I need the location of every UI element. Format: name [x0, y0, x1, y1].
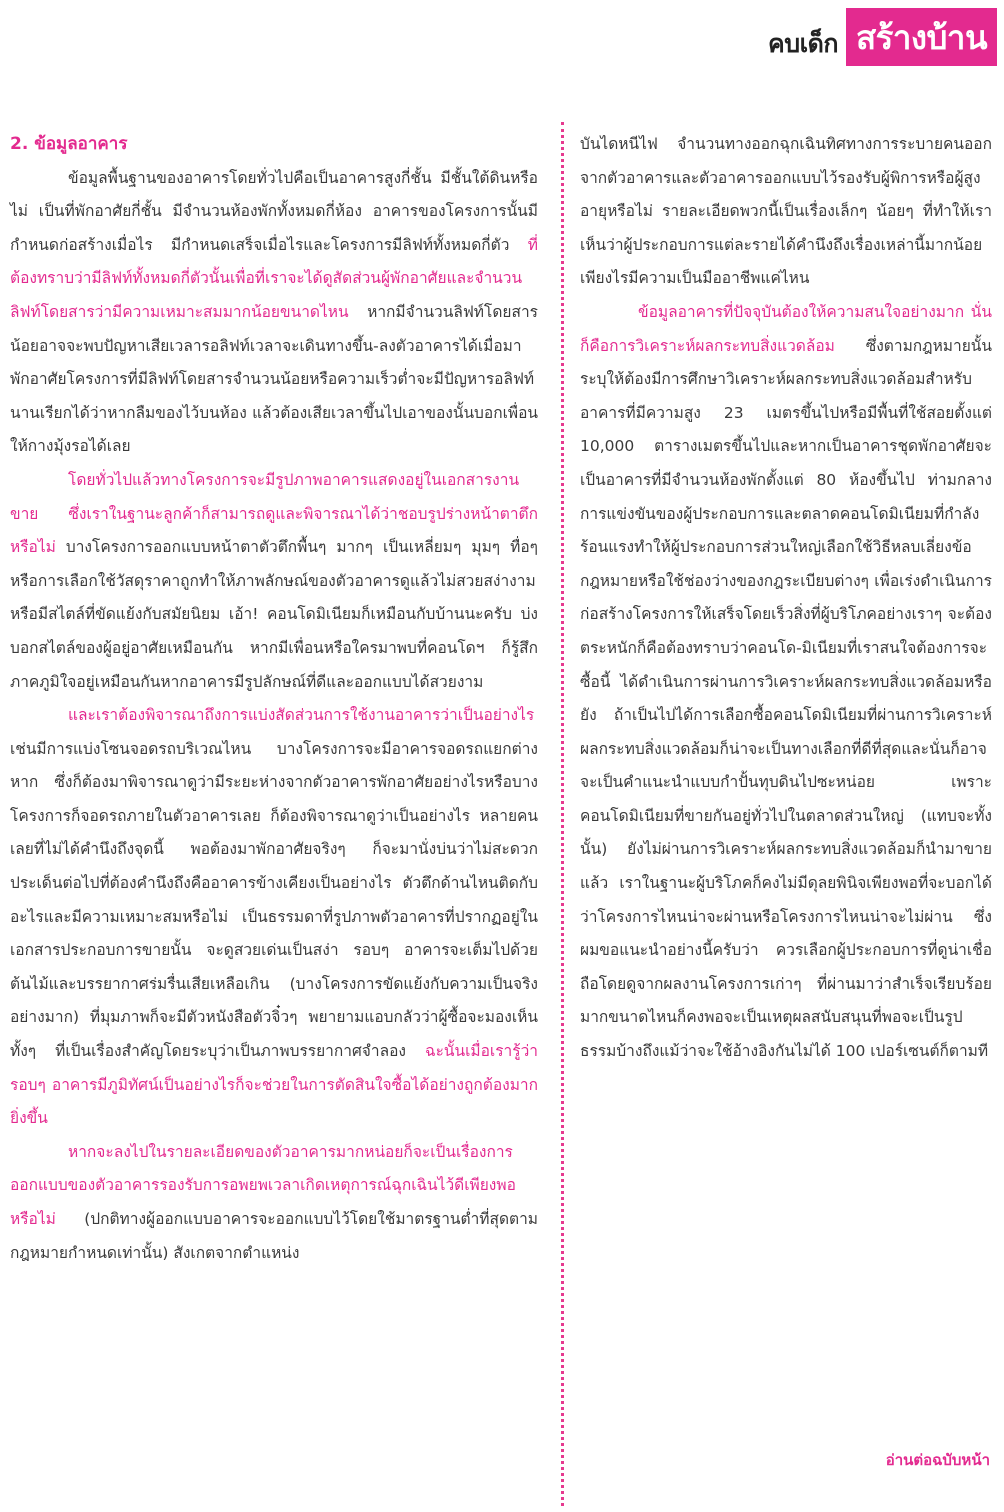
body-text: บันไดหนีไฟ จำนวนทางออกฉุกเฉินทิศทางการระบายคนออกจากตัวอาคารและตัวอาคารออกแบบไว้รองรับผู้พิการหรือผู้สูงอายุหรือไม่ รายละเอียดพวกนี้เป็นเรื่องเล็กๆ น้อยๆ ที่ทำให้เราเห็นว่าผู้ประกอบการแต่ละรายได้คำนึงถึงเรื่องเหล่านี้มากน้อยเพียงไรมีความเป็นมืออาชีพแค่ไหน: [580, 135, 992, 288]
section-heading: 2. ข้อมูลอาคาร: [10, 134, 128, 154]
body-text: ข้อมูลพื้นฐานของอาคารโดยทั่วไปคือเป็นอาคารสูงกี่ชั้น มีชั้นใต้ดินหรือไม่ เป็นที่พักอาศัยกี่ชั้น มีจำนวนห้องพักทั้งหมดกี่ห้อง อาคารของโครงการนั้นมีกำหนดก่อสร้างเมื่อไร มีกำหนดเสร็จเมื่อไรและโครงการมีลิฟท์ทั้งหมดกี่ตัว: [10, 168, 538, 254]
body-text: ซึ่งตามกฎหมายนั้นระบุให้ต้องมีการศึกษาวิเคราะห์ผลกระทบสิ่งแวดล้อมสำหรับอาคารที่มีความสูง 23 เมตรขึ้นไปหรือมีพื้นที่ใช้สอยตั้งแต่ 10,000 ตารางเมตรขึ้นไปและหากเป็นอาคารชุดพักอาศัยจะเป็นอาคารที่มีจำนวนห้องพักตั้งแต่ 80 ห้องขึ้นไป ท่ามกลางการแข่งขันของผู้ประกอบการและตลาดคอนโดมิเนียมที่กำลังร้อนแรงทำให้ผู้ประกอบการส่วนใหญ่เลือกใช้วิธีหลบเลี่ยงข้อกฎหมายหรือใช้ช่องว่างของกฎระเบียบต่างๆ เพื่อเร่งดำเนินการก่อสร้างโครงการให้เสร็จโดยเร็วสิ่งที่ผู้บริโภคอย่างเราๆ จะต้องตระหนักก็คือต้องทราบว่าคอนโด-มิเนียมที่เราสนใจต้องการจะซื้อนี้ ได้ดำเนินการผ่านการวิเคราะห์ผลกระทบสิ่งแวดล้อมหรือยัง ถ้าเป็นไปได้การเลือกซื้อคอนโดมิเนียมที่ผ่านการวิเคราะห์ผลกระทบสิ่งแวดล้อมก็น่าจะเป็นทางเลือกที่ดีที่สุดและนั่นก็อาจจะเป็นคำแนะนำแบบกำปั้นทุบดินไปซะหน่อย เพราะคอนโดมิเนียมที่ขายกันอยู่ทั่วไปในตลาดส่วนใหญ่ (แทบจะทั้งนั้น) ยังไม่ผ่านการวิเคราะห์ผลกระทบสิ่งแวดล้อมก็นำมาขายแล้ว เราในฐานะผู้บริโภคก็คงไม่มีดุลยพินิจเพียงพอที่จะบอกได้ว่าโครงการไหนน่าจะผ่านหรือโครงการไหนน่าจะไม่ผ่าน ซึ่งผมขอแนะนำอย่างนี้ครับว่า ควรเลือกผู้ประกอบการที่ดูน่าเชื่อถือโดยดูจากผลงานโครงการเก่าๆ ที่ผ่านมาว่าสำเร็จเรียบร้อยมากขนาดไหนก็คงพอจะเป็นเหตุผลสนับสนุนที่พอจะเป็นรูปธรรมบ้างถึงแม้ว่าจะใช้อ้างอิงกันไม่ได้ 100 เปอร์เซนต์ก็ตามที: [580, 336, 992, 1061]
continued-next-issue: อ่านต่อฉบับหน้า: [885, 1451, 990, 1469]
paragraph: [580, 128, 992, 296]
highlight-text: หากจะลงไปในรายละเอียดของตัวอาคารมากหน่อยก็จะเป็นเรื่องการออกแบบของตัวอาคารรองรับการอพยพเวลาเกิดเหตุการณ์ฉุกเฉินไว้ดีเพียงพอหรือไม่: [10, 1142, 516, 1228]
body-text: (ปกติทางผู้ออกแบบอาคารจะออกแบบไว้โดยใช้มาตรฐานต่ำที่สุดตามกฎหมายกำหนดเท่านั้น) สังเกตจากตำแหน่ง: [10, 1210, 538, 1262]
body-text: เช่นมีการแบ่งโซนจอดรถบริเวณไหน บางโครงการจะมีอาคารจอดรถแยกต่างหาก ซึ่งก็ต้องมาพิจารณาดูว่ามีระยะห่างจากตัวอาคารพักอาศัยอย่างไรหรือบางโครงการก็จอดรถภายในตัวอาคารเลย ก็ต้องพิจารณาดูว่าเป็นอย่างไร หลายคนเลยที่ไม่ได้คำนึงถึงจุดนี้ พอต้องมาพักอาศัยจริงๆ ก็จะมานั่งบ่นว่าไม่สะดวก ประเด็นต่อไปที่ต้องคำนึงถึงคืออาคารข้างเคียงเป็นอย่างไร ตัวตึกด้านไหนติดกับอะไรและมีความเหมาะสมหรือไม่ เป็นธรรมดาที่รูปภาพตัวอาคารที่ปรากฏอยู่ในเอกสารประกอบการขายนั้น จะดูสวยเด่นเป็นสง่า รอบๆ อาคารจะเต็มไปด้วยต้นไม้และบรรยากาศร่มรื่นเสียเหลือเกิน (บางโครงการขัดแย้งกับความเป็นจริงอย่างมาก) ที่มุมภาพก็จะมีตัวหนังสือตัวจิ๋วๆ พยายามแอบกลัวว่าผู้ซื้อจะมองเห็นทั้งๆ ที่เป็นเรื่องสำคัญโดยระบุว่าเป็นภาพบรรยากาศจำลอง: [10, 739, 538, 1061]
left-column: [10, 128, 538, 1270]
right-column: [580, 128, 992, 1069]
paragraph: [10, 699, 538, 1136]
column-divider: [561, 122, 564, 1506]
paragraph: [10, 162, 538, 464]
highlight-text: ข้อมูลอาคารที่ปัจจุบันต้องให้ความสนใจอย่างมาก นั่นก็คือการวิเคราะห์ผลกระทบสิ่งแวดล้อม: [580, 302, 992, 355]
body-text: บางโครงการออกแบบหน้าตาตัวตึกพื้นๆ มากๆ เป็นเหลี่ยมๆ มุมๆ ทื่อๆ หรือการเลือกใช้วัสดุราคาถูกทำให้ภาพลักษณ์ของตัวอาคารดูแล้วไม่สวยสง่างามหรือมีสไตล์ที่ขัดแย้งกับสมัยนิยม เอ้า! คอนโดมิเนียมก็เหมือนกับบ้านนะครับ บ่งบอกสไตล์ของผู้อยู่อาศัยเหมือนกัน หากมีเพื่อนหรือใครมาพบที่คอนโดฯ ก็รู้สึกภาคภูมิใจอยู่เหมือนกันหากอาคารมีรูปลักษณ์ที่ดีและออกแบบได้สวยงาม: [10, 538, 538, 691]
highlight-text: ที่ต้องทราบว่ามีลิฟท์ทั้งหมดกี่ตัวนั้นเพื่อที่เราจะได้ดูสัดส่วนผู้พักอาศัยและจำนวนลิฟท์โดยสารว่ามีความเหมาะสมมากน้อยขนาดไหน: [10, 235, 538, 321]
highlight-text: โดยทั่วไปแล้วทางโครงการจะมีรูปภาพอาคารแสดงอยู่ในเอกสารงานขาย ซึ่งเราในฐานะลูกค้าก็สามารถดูและพิจารณาได้ว่าชอบรูปร่างหน้าตาตึกหรือไม่: [10, 470, 538, 557]
paragraph: [10, 464, 538, 699]
body-text: หากมีจำนวนลิฟท์โดยสารน้อยอาจจะพบปัญหาเสียเวลารอลิฟท์เวลาจะเดินทางขึ้น-ลงตัวอาคารได้เมื่อมาพักอาศัยโครงการที่มีลิฟท์โดยสารจำนวนน้อยหรือความเร็วต่ำจะมีปัญหารอลิฟท์นานเรียกได้ว่าหากลืมของไว้บนห้อง แล้วต้องเสียเวลาขึ้นไปเอาของนั้นบอกเพื่อนให้กางมุ้งรอได้เลย: [10, 302, 538, 456]
paragraph: [580, 296, 992, 1069]
highlight-text: ฉะนั้นเมื่อเรารู้ว่ารอบๆ อาคารมีภูมิทัศน์เป็นอย่างไรก็จะช่วยในการตัดสินใจซื้อได้อย่างถูกต้องมากยิ่งขึ้น: [10, 1042, 538, 1128]
section-tag: สร้างบ้าน: [846, 8, 997, 66]
highlight-text: และเราต้องพิจารณาถึงการแบ่งสัดส่วนการใช้งานอาคารว่าเป็นอย่างไร: [68, 706, 535, 725]
paragraph: [10, 1136, 538, 1270]
header-kicker: คบเด็ก: [767, 29, 838, 58]
